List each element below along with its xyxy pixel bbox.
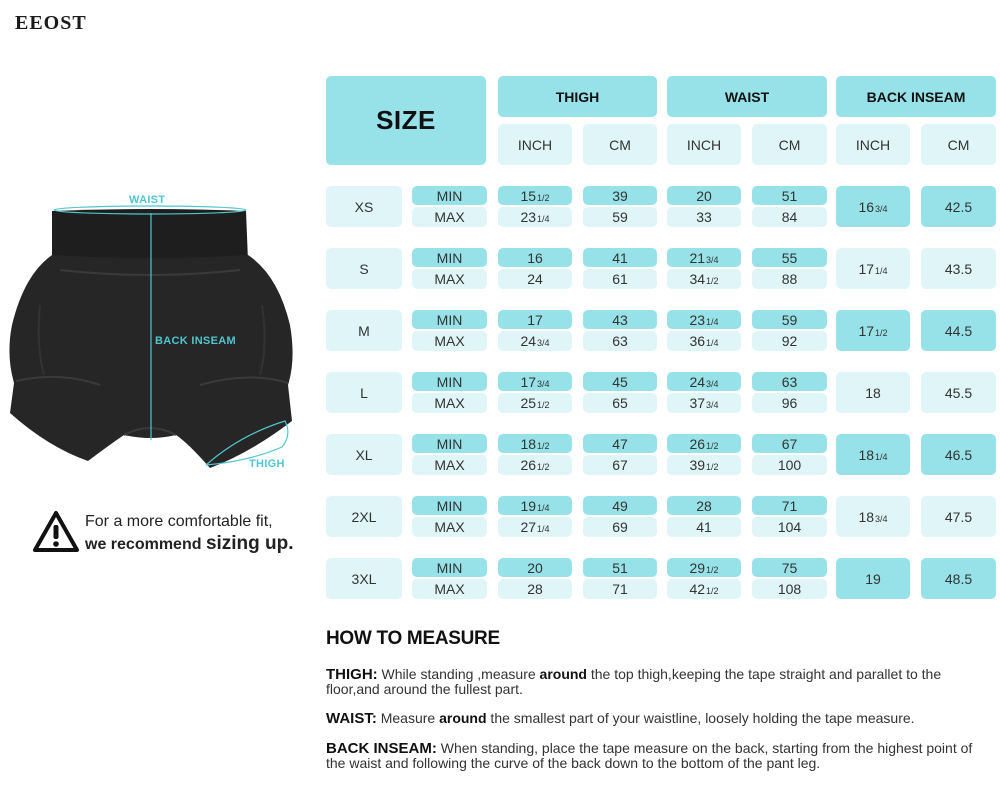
max-value: 36 1/4 bbox=[667, 331, 741, 351]
min-label: MIN bbox=[412, 496, 487, 515]
notice-emphasis: sizing up. bbox=[205, 533, 294, 554]
back-inseam-label: BACK INSEAM bbox=[155, 335, 236, 347]
inseam-cm-value: 47.5 bbox=[921, 496, 996, 537]
how-to-measure-title: HOW TO MEASURE bbox=[326, 628, 500, 649]
max-value: 42 1/2 bbox=[667, 579, 741, 599]
size-label: M bbox=[326, 310, 402, 351]
max-label: MAX bbox=[412, 455, 487, 475]
size-label: 2XL bbox=[326, 496, 402, 537]
inseam-inch-value: 17 1/2 bbox=[836, 310, 910, 351]
min-value: 24 3/4 bbox=[667, 372, 741, 391]
min-value: 43 bbox=[583, 310, 657, 329]
inseam-cm-value: 42.5 bbox=[921, 186, 996, 227]
max-label: MAX bbox=[412, 579, 487, 599]
min-value: 71 bbox=[752, 496, 827, 515]
min-value: 63 bbox=[752, 372, 827, 391]
min-value: 55 bbox=[752, 248, 827, 267]
thigh-instructions: THIGH: While standing ,measure around the top thigh,keeping the tape straight and parallet to the floor,and around the fullest part. bbox=[326, 666, 942, 697]
min-value: 41 bbox=[583, 248, 657, 267]
inseam-inch-value: 18 3/4 bbox=[836, 496, 910, 537]
inseam-cm-value: 48.5 bbox=[921, 558, 996, 599]
unit-header: CM bbox=[921, 124, 996, 165]
inseam-inch-value: 17 1/4 bbox=[836, 248, 910, 289]
min-label: MIN bbox=[412, 310, 487, 329]
notice-line2: we recommend sizing up. bbox=[85, 533, 294, 554]
max-value: 26 1/2 bbox=[498, 455, 572, 475]
min-value: 39 bbox=[583, 186, 657, 205]
unit-header: INCH bbox=[836, 124, 910, 165]
min-label: MIN bbox=[412, 372, 487, 391]
max-value: 24 3/4 bbox=[498, 331, 572, 351]
max-label: MAX bbox=[412, 269, 487, 289]
waist-instructions: WAIST: Measure around the smallest part of your waistline, loosely holding the tape measure. bbox=[326, 710, 915, 727]
group-header-thigh: THIGH bbox=[498, 76, 657, 117]
inseam-cm-value: 43.5 bbox=[921, 248, 996, 289]
min-value: 16 bbox=[498, 248, 572, 267]
min-value: 19 1/4 bbox=[498, 496, 572, 515]
min-value: 18 1/2 bbox=[498, 434, 572, 453]
min-value: 20 bbox=[667, 186, 741, 205]
min-value: 67 bbox=[752, 434, 827, 453]
size-label: 3XL bbox=[326, 558, 402, 599]
max-value: 104 bbox=[752, 517, 827, 537]
max-value: 27 1/4 bbox=[498, 517, 572, 537]
unit-header: CM bbox=[752, 124, 827, 165]
size-header: SIZE bbox=[326, 76, 486, 165]
inseam-inch-value: 18 bbox=[836, 372, 910, 413]
group-header-back-inseam: BACK INSEAM bbox=[836, 76, 996, 117]
max-value: 61 bbox=[583, 269, 657, 289]
min-label: MIN bbox=[412, 248, 487, 267]
max-label: MAX bbox=[412, 331, 487, 351]
max-value: 63 bbox=[583, 331, 657, 351]
unit-header: CM bbox=[583, 124, 657, 165]
inseam-cm-value: 44.5 bbox=[921, 310, 996, 351]
max-label: MAX bbox=[412, 517, 487, 537]
min-value: 47 bbox=[583, 434, 657, 453]
min-value: 17 bbox=[498, 310, 572, 329]
waist-label: WAIST bbox=[129, 194, 166, 206]
min-label: MIN bbox=[412, 186, 487, 205]
back-inseam-instructions: BACK INSEAM: When standing, place the tape measure on the back, starting from the highest point of the waist and following the curve of the back down to the bottom of the pant leg. bbox=[326, 740, 973, 771]
inseam-cm-value: 46.5 bbox=[921, 434, 996, 475]
max-value: 96 bbox=[752, 393, 827, 413]
brand-logo: EEOST bbox=[15, 12, 87, 34]
min-value: 17 3/4 bbox=[498, 372, 572, 391]
max-value: 25 1/2 bbox=[498, 393, 572, 413]
inseam-inch-value: 18 1/4 bbox=[836, 434, 910, 475]
max-value: 108 bbox=[752, 579, 827, 599]
max-value: 39 1/2 bbox=[667, 455, 741, 475]
min-value: 21 3/4 bbox=[667, 248, 741, 267]
max-value: 100 bbox=[752, 455, 827, 475]
max-value: 23 1/4 bbox=[498, 207, 572, 227]
fit-notice bbox=[30, 508, 320, 556]
max-value: 24 bbox=[498, 269, 572, 289]
max-value: 65 bbox=[583, 393, 657, 413]
size-label: XL bbox=[326, 434, 402, 475]
size-label: XS bbox=[326, 186, 402, 227]
max-value: 59 bbox=[583, 207, 657, 227]
inseam-cm-value: 45.5 bbox=[921, 372, 996, 413]
unit-header: INCH bbox=[667, 124, 741, 165]
size-label: S bbox=[326, 248, 402, 289]
max-value: 41 bbox=[667, 517, 741, 537]
inseam-inch-value: 16 3/4 bbox=[836, 186, 910, 227]
max-value: 37 3/4 bbox=[667, 393, 741, 413]
min-value: 28 bbox=[667, 496, 741, 515]
group-header-waist: WAIST bbox=[667, 76, 827, 117]
shorts-illustration bbox=[0, 185, 310, 485]
max-value: 84 bbox=[752, 207, 827, 227]
thigh-label: THIGH bbox=[249, 458, 285, 470]
min-value: 75 bbox=[752, 558, 827, 577]
notice-line1: For a more comfortable fit, bbox=[85, 513, 273, 530]
min-value: 49 bbox=[583, 496, 657, 515]
min-value: 51 bbox=[752, 186, 827, 205]
max-value: 34 1/2 bbox=[667, 269, 741, 289]
max-value: 88 bbox=[752, 269, 827, 289]
max-label: MAX bbox=[412, 207, 487, 227]
min-value: 51 bbox=[583, 558, 657, 577]
max-value: 67 bbox=[583, 455, 657, 475]
max-label: MAX bbox=[412, 393, 487, 413]
unit-header: INCH bbox=[498, 124, 572, 165]
max-value: 69 bbox=[583, 517, 657, 537]
max-value: 92 bbox=[752, 331, 827, 351]
max-value: 28 bbox=[498, 579, 572, 599]
min-value: 29 1/2 bbox=[667, 558, 741, 577]
inseam-inch-value: 19 bbox=[836, 558, 910, 599]
size-label: L bbox=[326, 372, 402, 413]
max-value: 71 bbox=[583, 579, 657, 599]
min-value: 45 bbox=[583, 372, 657, 391]
min-value: 20 bbox=[498, 558, 572, 577]
warning-icon bbox=[32, 510, 80, 554]
max-value: 33 bbox=[667, 207, 741, 227]
min-value: 26 1/2 bbox=[667, 434, 741, 453]
min-value: 15 1/2 bbox=[498, 186, 572, 205]
min-value: 59 bbox=[752, 310, 827, 329]
min-value: 23 1/4 bbox=[667, 310, 741, 329]
min-label: MIN bbox=[412, 558, 487, 577]
min-label: MIN bbox=[412, 434, 487, 453]
